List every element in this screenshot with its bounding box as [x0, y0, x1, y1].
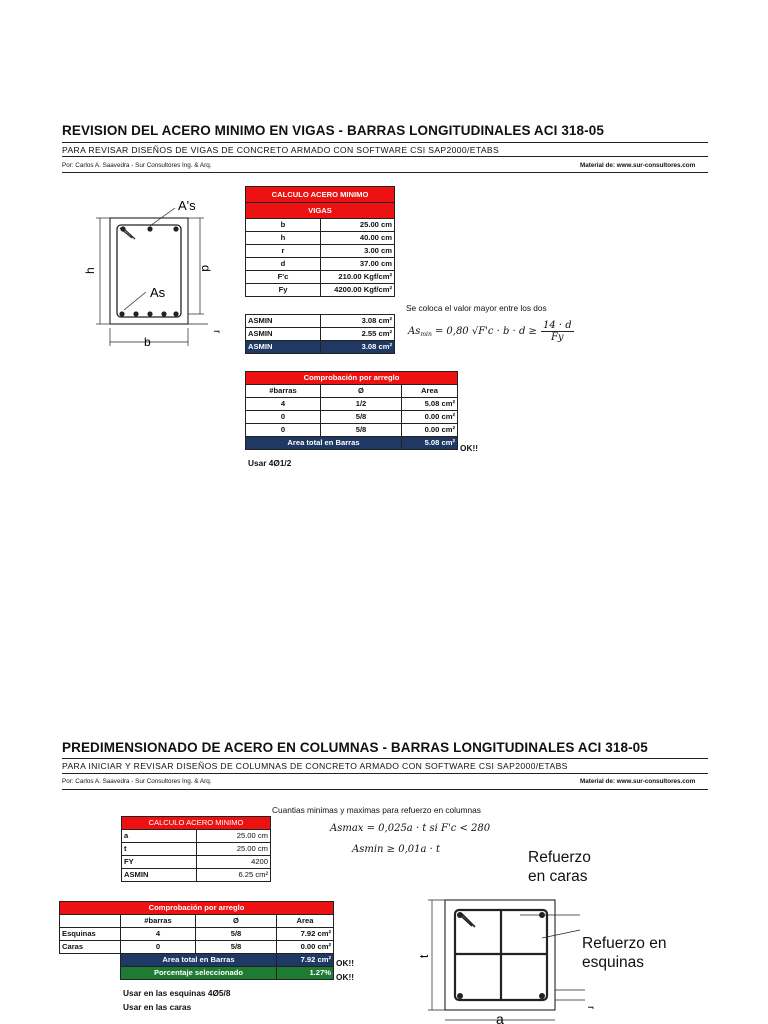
table-cell: ASMIN — [246, 315, 321, 328]
rebar-dot — [120, 226, 125, 231]
as-top-label: A's — [178, 198, 196, 213]
table-cell: 25.00 cm — [321, 219, 395, 232]
beam-check-table — [245, 371, 458, 450]
table-row — [246, 372, 458, 385]
h-label: h — [83, 267, 97, 274]
table-cell: Area total en Barras — [121, 954, 277, 967]
column-calc-table — [121, 816, 271, 882]
table-cell: 5/8 — [321, 411, 402, 424]
rebar-dot — [147, 311, 152, 316]
column-subtitle: PARA INICIAR Y REVISAR DISEÑOS DE COLUMNAS DE CONCRETO ARMADO CON SOFTWARE CSI SAP2000/ETABS — [62, 761, 568, 771]
table-cell: r — [246, 245, 321, 258]
beam-check-header: Comprobación por arreglo — [246, 372, 458, 385]
table-cell: #barras — [246, 385, 321, 398]
table-row — [246, 203, 395, 219]
table-cell: Area — [277, 915, 334, 928]
table-row — [246, 232, 395, 245]
label-faces: Refuerzo en caras — [528, 849, 591, 885]
column-check-header: Comprobación por arreglo — [60, 902, 334, 915]
as-bottom-label: As — [150, 285, 166, 300]
table-cell: Ø — [196, 915, 277, 928]
table-cell: 0.00 cm² — [277, 941, 334, 954]
column-section-diagram — [410, 880, 596, 1024]
table-cell: FY — [122, 856, 197, 869]
rebar-dot — [539, 993, 545, 999]
table-cell: Porcentaje seleccionado — [121, 967, 277, 980]
table-row — [246, 245, 395, 258]
table-cell: 1/2 — [321, 398, 402, 411]
column-note: Cuantias minimas y maximas para refuerzo en columnas — [272, 805, 481, 815]
rebar-dot — [161, 311, 166, 316]
table-row — [246, 187, 395, 203]
table-cell: Esquinas — [60, 928, 121, 941]
table-cell: Caras — [60, 941, 121, 954]
table-cell: 37.00 cm — [321, 258, 395, 271]
table-cell: 3.08 cm² — [321, 315, 395, 328]
table-cell: 0 — [121, 941, 196, 954]
r-label: r — [211, 330, 222, 334]
beam-calc-header-2: VIGAS — [246, 203, 395, 219]
table-row — [246, 411, 458, 424]
table-row — [246, 284, 395, 297]
beam-subtitle: PARA REVISAR DISEÑOS DE VIGAS DE CONCRETO ARMADO CON SOFTWARE CSI SAP2000/ETABS — [62, 145, 500, 155]
table-cell: ASMIN — [122, 869, 197, 882]
rebar-dot — [173, 226, 178, 231]
table-cell — [60, 954, 121, 967]
table-cell: 4 — [121, 928, 196, 941]
rebar-dot — [457, 912, 463, 918]
table-row — [60, 915, 334, 928]
table-row — [246, 219, 395, 232]
beam-note: Se coloca el valor mayor entre los dos — [406, 303, 547, 313]
table-cell: 3.00 cm — [321, 245, 395, 258]
table-row — [122, 843, 271, 856]
table-row — [60, 954, 334, 967]
table-cell — [60, 915, 121, 928]
beam-credit-right: Material de: www.sur-consultores.com — [580, 162, 696, 169]
table-cell: t — [122, 843, 197, 856]
beam-credit-left: Por: Carlos A. Saavedra - Sur Consultores Ing. & Arq. — [62, 162, 212, 169]
table-row — [60, 967, 334, 980]
beam-calc-header-1: CALCULO ACERO MINIMO — [246, 187, 395, 203]
table-cell: 40.00 cm — [321, 232, 395, 245]
table-cell: 5.08 cm² — [402, 437, 458, 450]
table-cell: 25.00 cm — [197, 830, 271, 843]
table-cell: 5/8 — [321, 424, 402, 437]
column-use-2: Usar en las caras — [123, 1002, 192, 1012]
label-corners: Refuerzo en esquinas — [582, 935, 667, 971]
column-credit-right: Material de: www.sur-consultores.com — [580, 778, 696, 785]
table-cell: 5/8 — [196, 941, 277, 954]
column-formula-1: Asmax = 0,025a · t si F'c < 280 — [330, 823, 491, 834]
table-cell: a — [122, 830, 197, 843]
beam-section-diagram — [80, 192, 230, 352]
a-label: a — [496, 1011, 504, 1024]
column-ok-1: OK!! — [336, 958, 354, 968]
t-label: t — [417, 954, 431, 958]
table-cell: d — [246, 258, 321, 271]
table-cell: 0 — [246, 411, 321, 424]
column-ok-2: OK!! — [336, 972, 354, 982]
table-row — [60, 902, 334, 915]
table-row — [246, 328, 395, 341]
column-check-table — [59, 901, 334, 980]
r-col-label: r — [585, 1006, 596, 1010]
table-row — [246, 437, 458, 450]
table-row — [122, 830, 271, 843]
table-cell: #barras — [121, 915, 196, 928]
table-cell: b — [246, 219, 321, 232]
beam-title: REVISION DEL ACERO MINIMO EN VIGAS - BARRAS LONGITUDINALES ACI 318-05 — [62, 123, 604, 138]
table-row — [246, 398, 458, 411]
b-label: b — [144, 335, 151, 349]
rebar-dot — [173, 311, 178, 316]
table-cell: h — [246, 232, 321, 245]
beam-formula: As min = 0,80 √F'c · b · d ≥ $\frac{14 \cdot d}{Fy}$ — [408, 320, 572, 343]
rebar-dot — [133, 311, 138, 316]
table-cell: 0 — [246, 424, 321, 437]
table-cell: 4 — [246, 398, 321, 411]
table-cell: 6.25 cm² — [197, 869, 271, 882]
table-cell: 4200.00 Kgf/cm² — [321, 284, 395, 297]
table-cell: ASMIN — [246, 328, 321, 341]
column-title: PREDIMENSIONADO DE ACERO EN COLUMNAS - BARRAS LONGITUDINALES ACI 318-05 — [62, 740, 648, 755]
table-cell: 0.00 cm² — [402, 424, 458, 437]
table-cell: Fy — [246, 284, 321, 297]
table-row — [246, 341, 395, 354]
table-row — [60, 928, 334, 941]
d-label: d — [199, 265, 213, 272]
rebar-dot — [119, 311, 124, 316]
table-cell: 5.08 cm² — [402, 398, 458, 411]
table-cell: 7.92 cm² — [277, 954, 334, 967]
column-formula-2: Asmin ≥ 0,01a · t — [352, 844, 440, 855]
asmin-table — [245, 314, 395, 354]
table-row — [246, 258, 395, 271]
column-use-1: Usar en las esquinas 4Ø5/8 — [123, 988, 231, 998]
table-row — [122, 856, 271, 869]
table-cell: 25.00 cm — [197, 843, 271, 856]
column-credit-left: Por: Carlos A. Saavedra - Sur Consultores Ing. & Arq. — [62, 778, 212, 785]
table-row — [122, 817, 271, 830]
beam-ok: OK!! — [460, 443, 478, 453]
table-cell: 3.08 cm² — [321, 341, 395, 354]
table-row — [122, 869, 271, 882]
table-cell: 5/8 — [196, 928, 277, 941]
table-cell: Ø — [321, 385, 402, 398]
table-cell: Area total en Barras — [246, 437, 402, 450]
table-row — [60, 941, 334, 954]
table-cell: 0.00 cm² — [402, 411, 458, 424]
table-cell: 1.27% — [277, 967, 334, 980]
table-cell: F'c — [246, 271, 321, 284]
table-cell: 4200 — [197, 856, 271, 869]
beam-use: Usar 4Ø1/2 — [248, 458, 292, 468]
table-row — [246, 315, 395, 328]
rebar-dot — [457, 993, 463, 999]
table-cell — [60, 967, 121, 980]
column-calc-header: CALCULO ACERO MINIMO — [122, 817, 271, 830]
table-cell: ASMIN — [246, 341, 321, 354]
table-row — [246, 385, 458, 398]
table-cell: 2.55 cm² — [321, 328, 395, 341]
beam-calc-table — [245, 186, 395, 297]
table-cell: 7.92 cm² — [277, 928, 334, 941]
table-cell: 210.00 Kgf/cm² — [321, 271, 395, 284]
rebar-dot — [147, 226, 152, 231]
table-cell: Area — [402, 385, 458, 398]
table-row — [246, 424, 458, 437]
table-row — [246, 271, 395, 284]
